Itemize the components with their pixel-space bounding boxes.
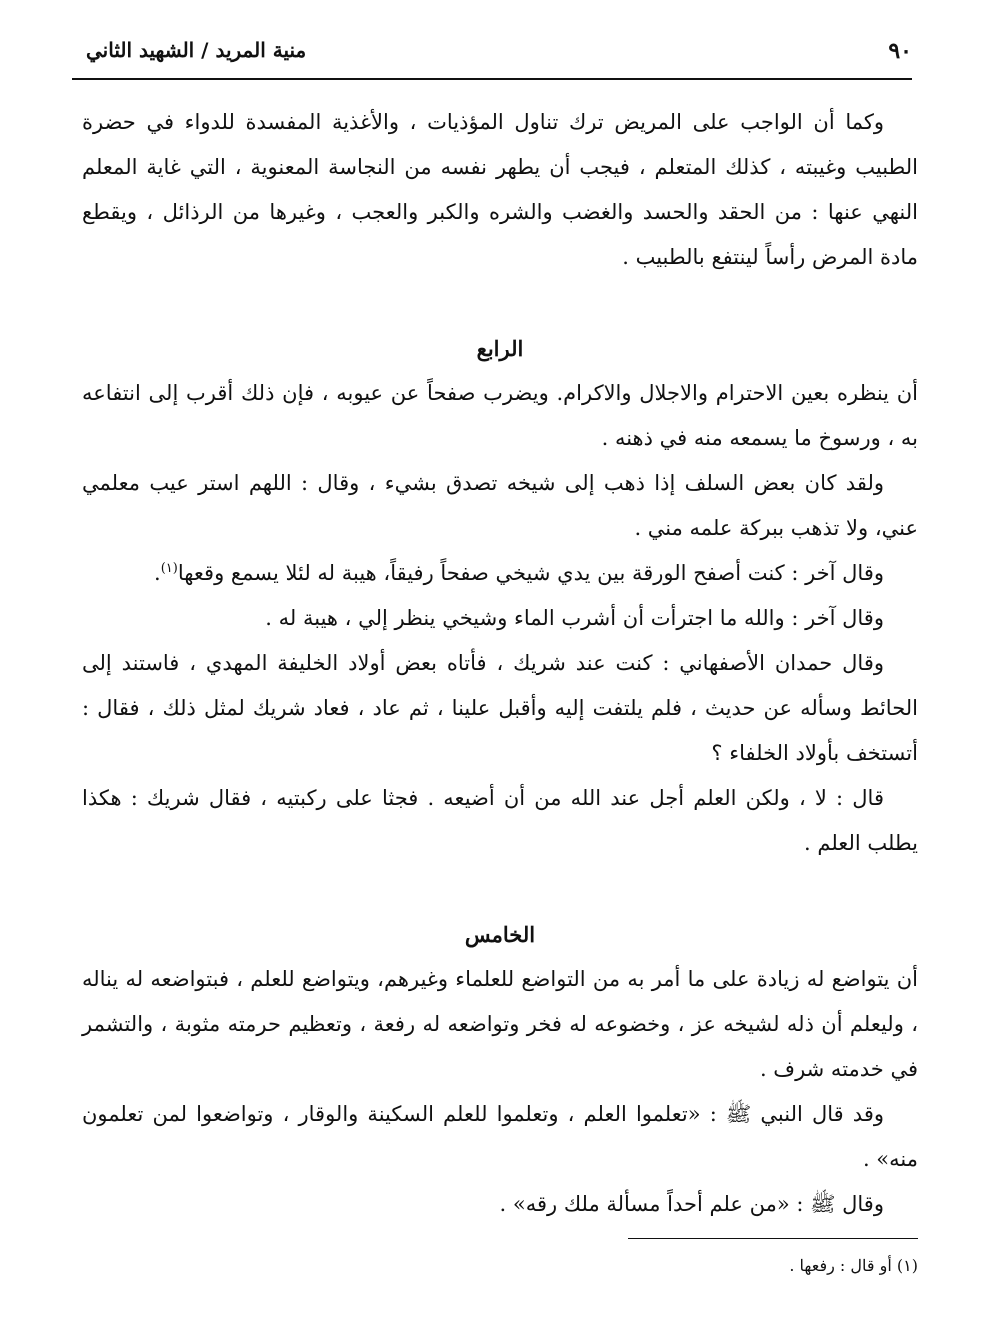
running-title: منية المريد / الشهيد الثاني	[86, 38, 307, 62]
header-rule	[72, 78, 912, 80]
section5-paragraph-1: أن يتواضع له زيادة على ما أمر به من التواضع للعلماء وغيرهم، ويتواضع للعلم ، فبتواضعه له يناله ، وليعلم أن ذله لشيخه عز ، وخضوعه له فخر وتواضعه له رفعة ، وتعظيم حرمته مثوبة ، والتشمر في خدمته شرف .	[82, 967, 918, 1081]
section5-paragraph-3: وقال ﷺ : «من علم أحداً مسألة ملك رقه» .	[499, 1192, 884, 1216]
intro-paragraph: وكما أن الواجب على المريض ترك تناول المؤذيات ، والأغذية المفسدة للدواء في حضرة الطبيب وغيبته ، كذلك المتعلم ، فيجب أن يطهر نفسه من النجاسة المعنوية ، التي غاية المعلم النهي عنها : من الحقد والحسد والغضب والشره والكبر والعجب ، وغيرها من الرذائل ، ويقطع مادة المرض رأساً لينتفع بالطبيب .	[82, 110, 918, 269]
footnote-text: أو قال : رفعها .	[789, 1256, 892, 1275]
section4-paragraph-6: قال : لا ، ولكن العلم أجل عند الله من أن أضيعه . فجثا على ركبتيه ، فقال شريك : هكذا يطلب العلم .	[82, 786, 918, 855]
section4-paragraph-3	[82, 551, 918, 596]
section4-paragraph-3-text: وقال آخر : كنت أصفح الورقة بين يدي شيخي صفحاً رفيقاً، هيبة له لئلا يسمع وقعها	[177, 561, 884, 585]
section4-paragraph-3-end: .	[154, 561, 161, 585]
main-text	[82, 100, 918, 1227]
footnote	[82, 1256, 918, 1275]
section4-paragraph-1: أن ينظره بعين الاحترام والاجلال والاكرام. ويضرب صفحاً عن عيوبه ، فإن ذلك أقرب إلى انتفاعه به ، ورسوخ ما يسمعه منه في ذهنه .	[82, 381, 918, 450]
section-heading-fourth: الرابع	[476, 336, 524, 361]
section4-paragraph-5: وقال حمدان الأصفهاني : كنت عند شريك ، فأتاه بعض أولاد الخليفة المهدي ، فاستند إلى الحائط وسأله عن حديث ، فلم يلتفت إليه وأقبل علينا ، ثم عاد ، فعاد شريك لمثل ذلك ، فقال : أتستخف بأولاد الخلفاء ؟	[82, 651, 918, 765]
page-header	[72, 28, 912, 80]
section5-paragraph-2: وقد قال النبي ﷺ : «تعلموا العلم ، وتعلموا للعلم السكينة والوقار ، وتواضعوا لمن تعلمون منه» .	[82, 1102, 918, 1171]
section4-paragraph-2: ولقد كان بعض السلف إذا ذهب إلى شيخه تصدق بشيء ، وقال : اللهم استر عيب معلمي عني، ولا تذهب ببركة علمه مني .	[82, 471, 918, 540]
footnote-reference[interactable]: (١)	[160, 561, 178, 576]
footnote-separator	[628, 1238, 918, 1239]
section4-paragraph-4: وقال آخر : والله ما اجترأت أن أشرب الماء وشيخي ينظر إلي ، هيبة له .	[265, 606, 884, 630]
section-heading-fifth: الخامس	[464, 922, 536, 947]
page-number: ٩٠	[888, 38, 912, 64]
footnote-number: (١)	[896, 1256, 918, 1275]
section-gap	[82, 280, 918, 326]
section-gap	[82, 866, 918, 912]
